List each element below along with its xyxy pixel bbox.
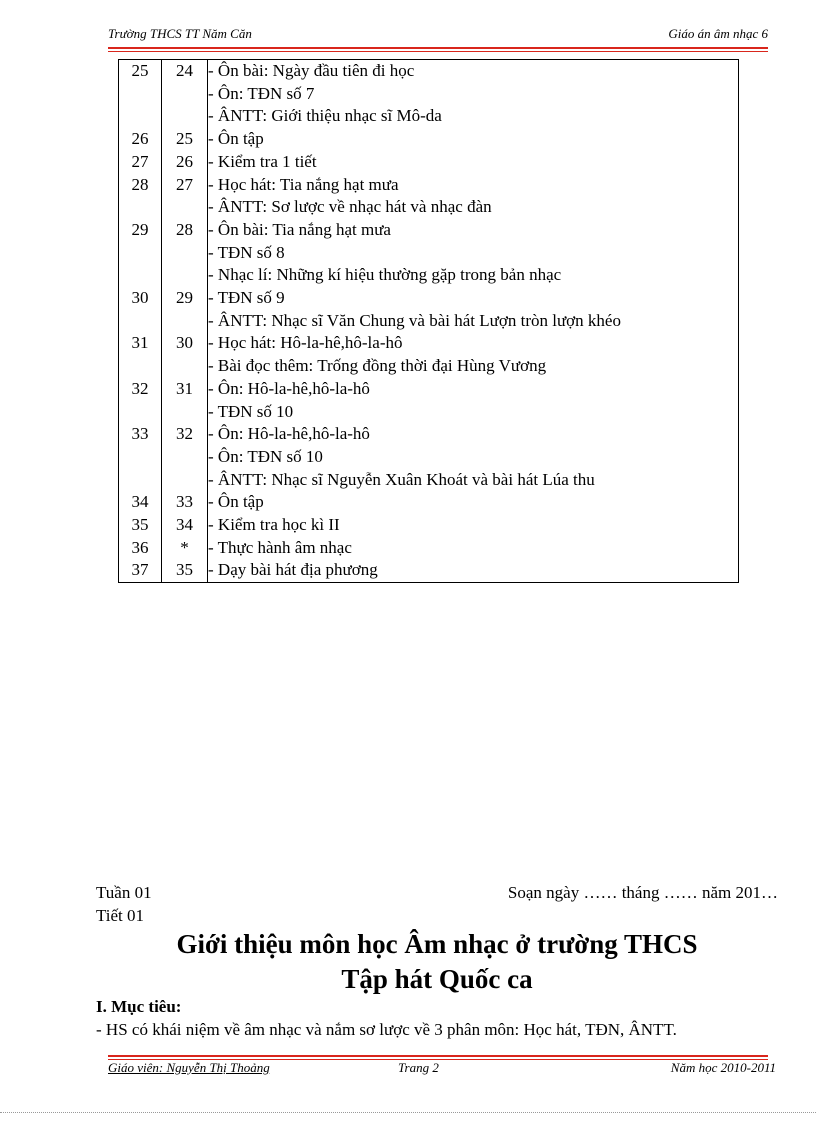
lesson-content-cell: - TĐN số 10 [208,401,739,424]
week-number-cell: 27 [119,151,162,174]
footer-school-year: Năm học 2010-2011 [670,1060,776,1075]
week-number-cell: 37 [119,559,162,582]
lesson-content-cell: - ÂNTT: Giới thiệu nhạc sĩ Mô-da [208,105,739,128]
period-number-cell: 28 [162,219,208,242]
week-number-cell [119,401,162,424]
lesson-content-cell: - Học hát: Hô-la-hê,hô-la-hô [208,332,739,355]
table-row [119,60,739,83]
period-number-cell: 32 [162,423,208,446]
lesson-subtitle: Tập hát Quốc ca [341,964,533,994]
week-number-cell: 33 [119,423,162,446]
period-number-cell: 30 [162,332,208,355]
table-row [119,355,739,378]
period-number-cell [162,310,208,333]
period-number-cell: 25 [162,128,208,151]
period-number-cell: 33 [162,491,208,514]
lesson-plan-table [118,59,739,583]
lesson-content-cell: - Bài đọc thêm: Trống đồng thời đại Hùng Vương [208,355,739,378]
header-subject: Giáo án âm nhạc 6 [668,26,768,41]
table-row [119,287,739,310]
week-number-cell: 32 [119,378,162,401]
week-number-cell [119,83,162,106]
week-number-cell [119,196,162,219]
period-number-cell [162,355,208,378]
section-heading: I. Mục tiêu: [96,997,182,1016]
table-row [119,242,739,265]
period-number-cell [162,469,208,492]
table-row [119,514,739,537]
table-row [119,264,739,287]
table-row [119,83,739,106]
prep-date: Soạn ngày …… tháng …… năm 201… [507,883,778,902]
lesson-content-cell: - Dạy bài hát địa phương [208,559,739,582]
lesson-content-cell: - Ôn: Hô-la-hê,hô-la-hô [208,378,739,401]
period-number-cell: 35 [162,559,208,582]
week-number-cell [119,242,162,265]
page-footer [108,1060,776,1080]
table-row [119,332,739,355]
week-number-cell [119,105,162,128]
objective-text: - HS có khái niệm về âm nhạc và nắm sơ lược về 3 phân môn: Học hát, TĐN, ÂNTT. [96,1020,677,1039]
lesson-content-cell: - Ôn: Hô-la-hê,hô-la-hô [208,423,739,446]
table-row [119,128,739,151]
period-label: Tiết 01 [96,906,145,925]
week-number-cell: 28 [119,174,162,197]
week-number-cell: 25 [119,60,162,83]
table-row [119,491,739,514]
week-number-cell: 36 [119,537,162,560]
lesson-content-cell: - Kiểm tra 1 tiết [208,151,739,174]
period-number-cell: 27 [162,174,208,197]
table-row [119,378,739,401]
lesson-content-cell: - ÂNTT: Nhạc sĩ Văn Chung và bài hát Lượn tròn lượn khéo [208,310,739,333]
header-divider [108,47,768,49]
header-divider-thin [108,51,768,52]
lesson-content-cell: - TĐN số 9 [208,287,739,310]
lesson-content-cell: - Ôn bài: Tia nắng hạt mưa [208,219,739,242]
week-label: Tuần 01 [96,883,152,902]
week-number-cell [119,355,162,378]
week-number-cell [119,446,162,469]
lesson-content-cell: - Ôn tập [208,491,739,514]
period-number-cell [162,83,208,106]
table-row [119,401,739,424]
lesson-content-cell: - Nhạc lí: Những kí hiệu thường gặp trong bản nhạc [208,264,739,287]
lesson-content-cell: - ÂNTT: Sơ lược về nhạc hát và nhạc đàn [208,196,739,219]
week-number-cell: 26 [119,128,162,151]
week-number-cell: 35 [119,514,162,537]
table-row [119,196,739,219]
lesson-content-cell: - Ôn tập [208,128,739,151]
lesson-content-cell: - Học hát: Tia nắng hạt mưa [208,174,739,197]
period-number-cell [162,242,208,265]
table-row [119,469,739,492]
table-row [119,537,739,560]
lesson-content-cell: - ÂNTT: Nhạc sĩ Nguyễn Xuân Khoát và bài hát Lúa thu [208,469,739,492]
week-number-cell: 31 [119,332,162,355]
lesson-content-cell: - Ôn bài: Ngày đầu tiên đi học [208,60,739,83]
footer-page-number: Trang 2 [398,1060,439,1075]
week-number-cell [119,310,162,333]
week-number-cell: 34 [119,491,162,514]
table-row [119,174,739,197]
lesson-content-cell: - Ôn: TĐN số 10 [208,446,739,469]
page-header [108,26,768,46]
period-number-cell [162,446,208,469]
table-row [119,105,739,128]
period-number-cell: * [162,537,208,560]
period-number-cell [162,105,208,128]
week-number-cell: 30 [119,287,162,310]
week-number-cell: 29 [119,219,162,242]
page-edge [0,1112,816,1113]
table-row [119,423,739,446]
period-number-cell: 29 [162,287,208,310]
lesson-content-cell: - Ôn: TĐN số 7 [208,83,739,106]
lesson-content-cell: - Kiểm tra học kì II [208,514,739,537]
footer-teacher: Giáo viên: Nguyễn Thị Thoảng [108,1060,270,1075]
period-number-cell [162,401,208,424]
table-row [119,151,739,174]
table-row [119,446,739,469]
header-school: Trường THCS TT Năm Căn [108,26,252,41]
period-number-cell [162,196,208,219]
footer-divider [108,1055,768,1057]
lesson-content-cell: - TĐN số 8 [208,242,739,265]
table-row [119,559,739,582]
week-number-cell [119,469,162,492]
period-number-cell: 31 [162,378,208,401]
period-number-cell: 34 [162,514,208,537]
table-row [119,219,739,242]
week-number-cell [119,264,162,287]
period-number-cell [162,264,208,287]
lesson-title: Giới thiệu môn học Âm nhạc ở trường THCS [176,929,698,959]
period-number-cell: 24 [162,60,208,83]
period-number-cell: 26 [162,151,208,174]
lesson-content-cell: - Thực hành âm nhạc [208,537,739,560]
table-row [119,310,739,333]
